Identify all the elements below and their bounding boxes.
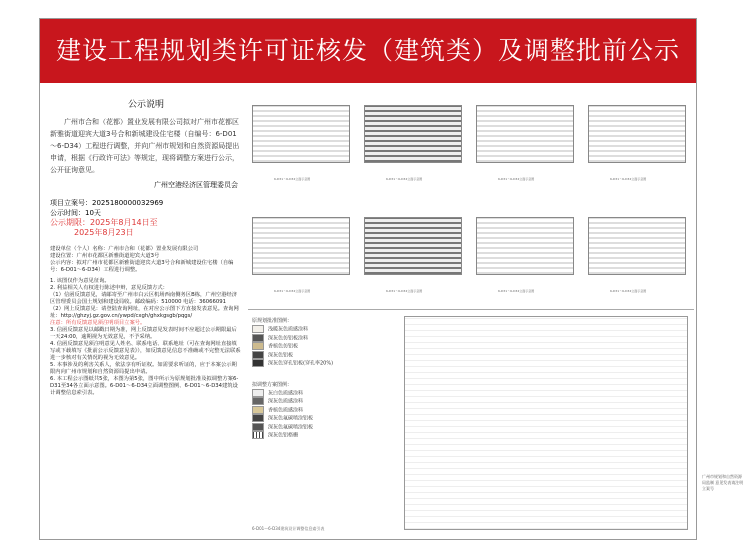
note-item: 注意：所有反馈意见须注明项目立案号。 [50,320,146,326]
applicant: 建设单位（个人）名称：广州市合和（花都）置业发展有限公司 [50,246,199,252]
notice-notes [50,278,242,397]
elevation-drawing: 6-D31～6-D34立面示意图 [582,201,690,313]
notice-panel [46,91,246,535]
publicity-date-start: 公示期限：2025年8月14日至 [50,218,158,227]
bottom-section [248,309,694,536]
note-item: 2. 利益相关人有权进行陈述申辩，意见反馈方式： [50,285,168,291]
legend-item: 深灰色穿孔铝板(穿孔率20%) [252,359,402,368]
legend-item: 浅暖灰色质感涂料 [252,325,402,334]
note-item: 1. 该图仅作为意见征询。 [50,278,110,284]
elevation-drawing: 6-D31～6-D34立面示意图 [470,89,578,201]
legend-item: 香槟色仿铝板 [252,342,402,351]
legend-item: 灰白色质感涂料 [252,389,402,398]
legend-new-title: 拟调整方案图例： [252,381,293,388]
adjustment-index-table [404,316,688,530]
legend-item: 深灰色铝板 [252,351,402,360]
legend-item: 深灰色氟碳喷涂铝板 [252,414,402,423]
notice-title: 公示说明 [127,100,164,110]
note-item: 6. 本工程公示图纸共5张，本图为第5张，图中所示为原规划批准及拟调整方案6-D31至34各立面示意图。6-D01～6-D34立面调整图例、6-D01～6-D34建筑设计调整信息索引表。 [50,376,239,396]
legend [252,318,402,440]
note-item: 5. 本事涉及的利害关系人，依法享有听证权。如需要求听证的，应于本案公示期限内向广州市规划和自然资源局提出申请。 [50,362,237,375]
legend-item: 深灰色仿铝板涂料 [252,334,402,343]
elevation-drawing: 6-D31～6-D34立面示意图 [246,89,354,201]
note-item: （1）信函反馈意见，请邮寄至广州市白云区机场西南侧务区B栋，广州空港经济区管理委员会国土规划和建设局收。邮政编码：510000 电话：36066091 [50,292,238,305]
note-item: 4. 信函反馈意见须注明意见人姓名、联系电话、联系地址（可在查询网址直接填写或下载填写《批前公示反馈意见表》），如反馈意见信息不准确或不完整无法联系进一步核对有关情况的视为无效意见。 [50,341,241,361]
publicity-period: 公示时间：10天 [50,209,101,217]
project-number: 项目立案号：2025180000032969 [50,199,164,207]
notice-intro: 广州市合和（花都）置业发展有限公司拟对广州市花都区新雅街道迎宾大道3号合和新城建设住宅楼（自编号：6-D01～6-D34）工程进行调整，并向广州市规划和自然资源局提出申请，根据《行政许可法》等规定，现将调整方案进行公示，公开征询意见。 [50,118,240,174]
table-caption: 6-D01～6-D34建筑设计调整信息索引表 [252,526,325,531]
elevation-drawing: 6-D31～6-D34立面示意图 [582,89,690,201]
note-item: （2）网上反馈意见：请登陆查询网址，在对应公示图下方直接发表意见。查询网址：http://ghzyj.gz.gov.cn/ywpd/cxgh/ghxkgsgb/pqgs/ [50,306,239,319]
elevation-drawing: 6-D31～6-D34立面示意图 [358,201,466,313]
banner-title: 建设工程规划类许可证核发（建筑类）及调整批前公示 [40,19,696,83]
footer-stamp: 广州市规划和自然资源局监制 意见发表请注明立案号 [702,474,744,491]
legend-original-title: 原规划批准图例： [252,318,293,324]
location: 建设位置：广州市花都区新雅街道迎宾大道3号 [50,253,160,259]
authority-sign: 广州空港经济区管理委员会 [154,181,238,189]
notice-board [39,18,697,540]
note-item: 3. 信函反馈意见以邮戳日期为准，网上反馈意见发表时间不应超过公示期限最后一天24:00，逾期视为无效意见，不予采纳。 [50,327,237,340]
elevation-drawing: 6-D31～6-D34立面示意图 [246,201,354,313]
legend-item: 深灰色氟碳喷涂铝板 [252,423,402,432]
legend-item: 深灰色质感涂料 [252,397,402,406]
legend-item: 香槟色质感涂料 [252,406,402,415]
publicity-date-end: 2025年8月23日 [74,228,134,237]
elevation-drawing: 6-D31～6-D34立面示意图 [358,89,466,201]
content: 公示内容：拟对广州市花都区新雅街道迎宾大道3号合和新城建设住宅楼（自编号：6-D01～6-D34）工程进行调整。 [50,260,234,273]
elevation-drawing: 6-D31～6-D34立面示意图 [470,201,578,313]
legend-item: 深灰色铝格栅 [252,431,402,440]
project-meta [50,198,242,238]
